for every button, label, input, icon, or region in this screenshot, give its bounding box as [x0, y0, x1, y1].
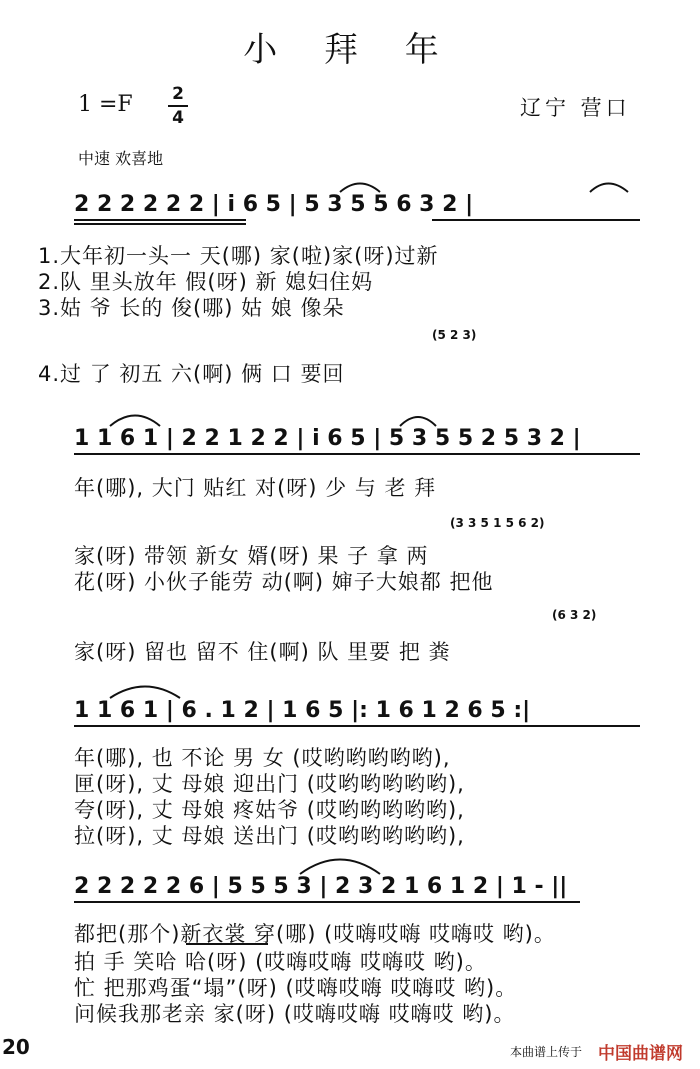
song-origin: 辽宁 营口: [520, 96, 631, 120]
lyric-line: 1.大年初一头一 天(哪) 家(啦)家(呀)过新: [38, 244, 439, 268]
notation-row-2: 1 1 6 1 | 2 2 1 2 2 | i 6 5 | 5 3 5 5 2 5 3 2 |: [74, 426, 581, 451]
variant-notes: (6 3 2): [552, 608, 597, 622]
site-logo[interactable]: 中国曲谱网: [598, 1044, 683, 1064]
lyric-line: 年(哪), 大门 贴红 对(呀) 少 与 老 拜: [74, 476, 437, 500]
footer-text: 本曲谱上传于: [510, 1045, 583, 1059]
lyric-line: 拉(呀), 丈 母娘 送出门 (哎哟哟哟哟哟),: [74, 824, 465, 848]
lyric-line: 拍 手 笑哈 哈(呀) (哎嗨哎嗨 哎嗨哎 哟)。: [74, 950, 487, 974]
slur: [300, 860, 380, 875]
notation-row-3: 1 1 6 1 | 6 . 1 2 | 1 6 5 |: 1 6 1 2 6 5 :|: [74, 698, 531, 723]
lyric-line: 问候我那老亲 家(呀) (哎嗨哎嗨 哎嗨哎 哟)。: [74, 1002, 516, 1026]
lyric-line: 2.队 里头放年 假(呀) 新 媳妇住妈: [38, 270, 374, 294]
page-number: 20: [2, 1035, 30, 1059]
notation-row-4: 2 2 2 2 2 6 | 5 5 5 3 | 2 3 2 1 6 1 2 | 1 - ||: [74, 874, 568, 899]
lyric-line: 3.姑 爷 长的 俊(哪) 姑 娘 像朵: [38, 296, 345, 320]
key-signature: 1 =F: [78, 92, 133, 117]
meter-bottom: 4: [172, 108, 184, 128]
meter-top: 2: [172, 84, 184, 104]
lyric-line: 夸(呀), 丈 母娘 疼姑爷 (哎哟哟哟哟哟),: [74, 798, 465, 822]
slur: [400, 417, 436, 426]
lyric-line: 忙 把那鸡蛋“塌”(呀) (哎嗨哎嗨 哎嗨哎 哟)。: [74, 976, 518, 1000]
lyric-line: 匣(呀), 丈 母娘 迎出门 (哎哟哟哟哟哟),: [74, 772, 465, 796]
variant-notes: (5 2 3): [432, 328, 477, 342]
slur: [110, 687, 180, 699]
notation-row-1: 2 2 2 2 2 2 | i 6 5 | 5 3 5 5 6 3 2 |: [74, 192, 474, 217]
slur: [340, 184, 380, 193]
song-title: 小 拜 年: [243, 30, 457, 70]
slur: [110, 416, 160, 427]
tempo-marking: 中速 欢喜地: [78, 149, 164, 168]
lyric-line: 家(呀) 带领 新女 婿(呀) 果 子 拿 两: [74, 544, 429, 568]
lyric-line: 4.过 了 初五 六(啊) 俩 口 要回: [38, 362, 345, 386]
slur: [590, 184, 628, 193]
lyric-line: 花(呀) 小伙子能劳 动(啊) 婶子大娘都 把他: [74, 570, 494, 594]
lyric-line: 都把(那个)新衣裳 穿(哪) (哎嗨哎嗨 哎嗨哎 哟)。: [74, 922, 556, 946]
lyric-line: 家(呀) 留也 留不 住(啊) 队 里要 把 粪: [74, 640, 451, 664]
lyric-line: 年(哪), 也 不论 男 女 (哎哟哟哟哟哟),: [74, 746, 451, 770]
variant-notes: (3 3 5 1 5 6 2): [450, 516, 545, 530]
